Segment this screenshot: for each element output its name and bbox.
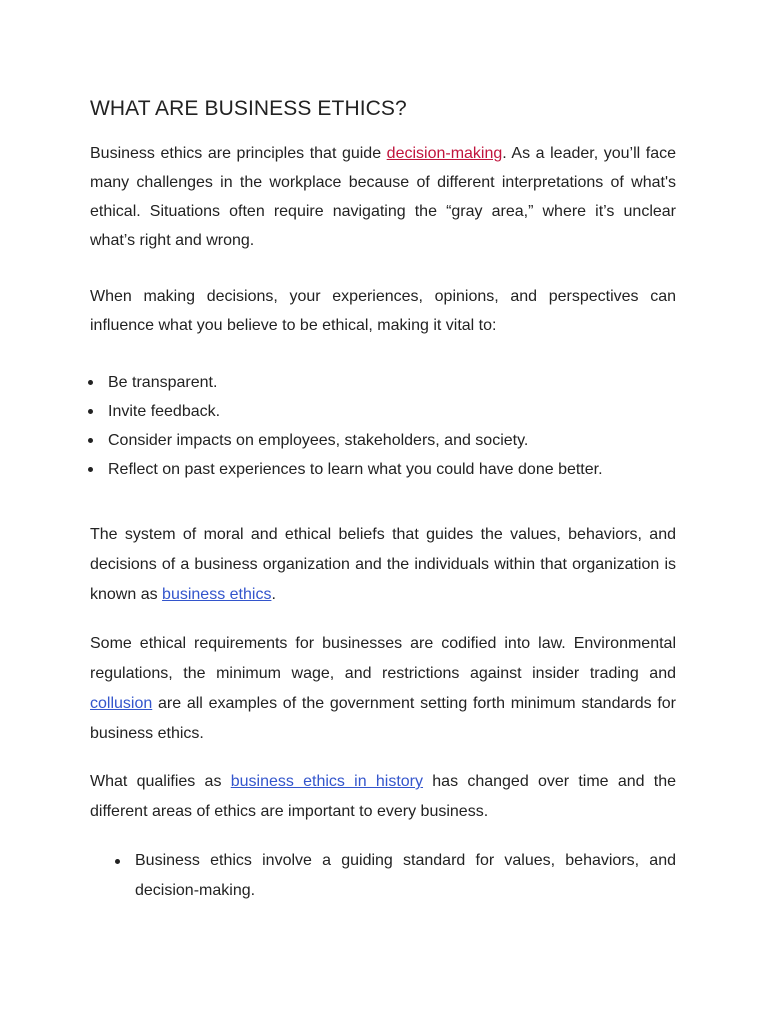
paragraph-text: has changed over time and the different areas of ethics are important to every business.	[90, 773, 677, 820]
list-item	[108, 397, 688, 426]
paragraph-intro	[90, 139, 676, 255]
business-ethics-link[interactable]: business ethics	[162, 586, 272, 603]
list-item	[135, 846, 676, 906]
paragraph-text: are all examples of the government setting forth minimum standards for business ethics.	[90, 695, 676, 742]
paragraph-law	[90, 629, 676, 749]
bullet-icon	[88, 438, 93, 443]
bullet-icon	[88, 467, 93, 472]
paragraph-history	[90, 767, 676, 827]
page-title: WHAT ARE BUSINESS ETHICS?	[90, 97, 407, 120]
paragraph-text: What qualifies as	[90, 773, 231, 790]
list-item	[108, 426, 688, 455]
paragraph-text: Business ethics are principles that guide	[90, 145, 387, 162]
list-item-text: Be transparent.	[108, 374, 218, 391]
list-item-text: Reflect on past experiences to learn what you could have done better.	[108, 461, 603, 478]
bullet-icon	[88, 380, 93, 385]
paragraph-text: Some ethical requirements for businesses are codified into law. Environmental regulations, the minimum wage, and restrictions against insider trading and	[90, 635, 676, 682]
business-ethics-in-history-link[interactable]: business ethics in history	[230, 773, 424, 790]
paragraph-definition	[90, 520, 676, 610]
list-item	[108, 368, 688, 397]
paragraph-text: . As a leader, you’ll face many challenges in the workplace because of different interpretations of what's ethical. Situations often require navigating the “gray area,” where it’s unclear what’s right and wrong.	[90, 145, 676, 249]
summary-list	[135, 846, 676, 906]
list-item-text: Consider impacts on employees, stakeholders, and society.	[108, 432, 529, 449]
bullet-icon	[115, 859, 120, 864]
collusion-link[interactable]: collusion	[90, 695, 153, 712]
paragraph-text: .	[271, 586, 276, 603]
paragraph-text: The system of moral and ethical beliefs that guides the values, behaviors, and decisions of a business organization and the individuals within that organization is known as	[90, 526, 676, 603]
list-item	[108, 455, 688, 484]
bullet-icon	[88, 409, 93, 414]
decision-making-link[interactable]: decision-making	[386, 145, 503, 162]
list-item-text: Invite feedback.	[108, 403, 221, 420]
paragraph-influence: When making decisions, your experiences, opinions, and perspectives can influence what you believe to be ethical, making it vital to:	[90, 288, 676, 334]
tips-list	[108, 368, 688, 484]
list-item-text: Business ethics involve a guiding standard for values, behaviors, and decision-making.	[135, 852, 676, 899]
